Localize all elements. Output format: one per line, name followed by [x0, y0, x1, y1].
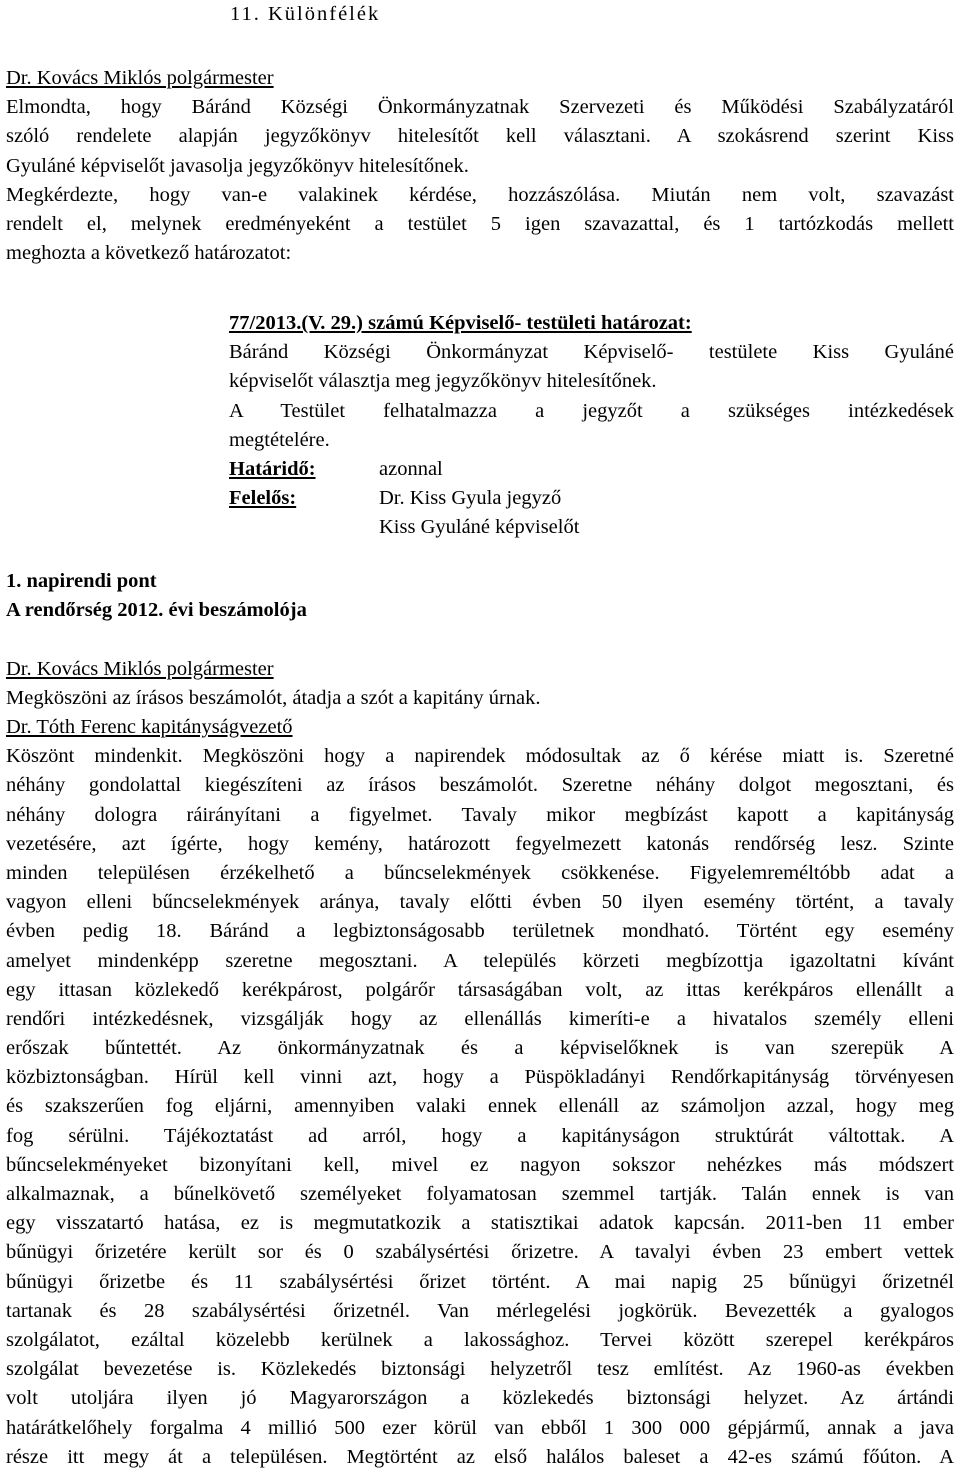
paragraph-line: néhány gondolattal kiegészíteni az írásos beszámolót. Szeretne néhány dolgot megosztani, és — [6, 774, 954, 797]
section-heading: 11. Különfélék — [230, 3, 381, 25]
paragraph-line: bűnügyi őrizetére került sor és 0 szabálysértési őrizetre. A tavalyi évben 23 embert vettek — [6, 1241, 954, 1264]
block-mayor-2 — [6, 655, 954, 713]
deadline-value: azonnal — [379, 457, 443, 480]
paragraph-line: Megköszöni az írásos beszámolót, átadja a szót a kapitány úrnak. — [6, 687, 541, 710]
paragraph-line: Gyuláné képviselőt javasolja jegyzőkönyv hitelesítőnek. — [6, 154, 469, 177]
responsible-row — [229, 484, 954, 513]
paragraph-line: bűncselekményeket bizonyítani kell, mivel ez nagyon sokszor nehézkes más módszert — [6, 1153, 954, 1176]
paragraph-line: rendőri intézkedésnek, vizsgálják hogy az ellenállás kimeríti-e a hivatalos személy elleni — [6, 1007, 954, 1030]
paragraph-line: szolgálat bevezetése is. Közlekedés biztonsági helyzetről tesz említést. Az 1960-as években — [6, 1358, 954, 1381]
paragraph-line: és szakszerűen fog eljárni, amennyiben valaki ennek ellenáll az számoljon azzal, hogy meg — [6, 1095, 954, 1118]
resolution-line: megtételére. — [229, 428, 330, 451]
resolution-line: A Testület felhatalmazza a jegyzőt a szükséges intézkedések — [229, 399, 954, 422]
resolution-line: Báránd Községi Önkormányzat Képviselő- testülete Kiss Gyuláné — [229, 341, 954, 364]
paragraph-line: Köszönt mindenkit. Megköszöni hogy a napirendek módosultak az ő kérése miatt is. Szeretné — [6, 745, 954, 768]
paragraph-line: volt utoljára ilyen jó Magyarországon a közlekedés biztonsági helyzet. Az ártándi — [6, 1387, 954, 1410]
paragraph-line: néhány dologra ráirányítani a figyelmet. Tavaly mikor megbízást kapott a kapitányság — [6, 803, 954, 826]
paragraph-line: szóló rendelete alapján jegyzőkönyv hitelesítőt kell választani. A szokásrend szerint Kiss — [6, 125, 954, 148]
speaker-name: Dr. Kovács Miklós polgármester — [6, 658, 274, 680]
paragraph-line: Elmondta, hogy Báránd Községi Önkormányzatnak Szervezeti és Működési Szabályzatáról — [6, 96, 954, 119]
agenda-heading — [6, 567, 307, 625]
block-police-chief — [6, 713, 954, 1472]
responsible-value-2: Kiss Gyuláné képviselőt — [379, 516, 580, 539]
agenda-title: A rendőrség 2012. évi beszámolója — [6, 599, 307, 622]
paragraph-line: szolgálatot, ezáltal közelebb kerülnek a lakossághoz. Tervei között szerepel kerékpáros — [6, 1328, 954, 1351]
paragraph-line: évben pedig 18. Báránd a legbiztonságosabb területnek mondható. Történt egy esemény — [6, 920, 954, 943]
paragraph-line: egy ittasan közlekedő kerékpárost, polgárőr társaságában volt, az ittas kerékpáros ellenállt a — [6, 978, 954, 1001]
block-mayor-1 — [6, 64, 954, 268]
paragraph-line: fog sérülni. Tájékoztatást ad arról, hogy a kapitányságon struktúrát váltottak. A — [6, 1124, 954, 1147]
paragraph-line: közbiztonságban. Hírül kell vinni azt, hogy a Püspökladányi Rendőrkapitányság törvényesen — [6, 1066, 954, 1089]
paragraph-line: határátkelőhely forgalma 4 millió 500 ezer körül van ebből 1 300 000 gépjármű, annak a java — [6, 1416, 954, 1439]
agenda-number: 1. napirendi pont — [6, 570, 157, 592]
paragraph-line: meghozta a következő határozatot: — [6, 242, 292, 265]
paragraph-line: része itt megy át a településen. Megtörtént az első halálos baleset a 42-es számú főúton. A — [6, 1445, 954, 1468]
speaker-name: Dr. Tóth Ferenc kapitányságvezető — [6, 716, 293, 738]
paragraph-line: rendelt el, melynek eredményeként a testület 5 igen szavazattal, és 1 tartózkodás mellett — [6, 212, 954, 235]
paragraph-line: vagyon elleni bűncselekmények aránya, tavaly előtti évben 50 ilyen esemény történt, a tavaly — [6, 891, 954, 914]
deadline-label: Határidő: — [229, 457, 316, 480]
paragraph-line: Megkérdezte, hogy van-e valakinek kérdése, hozzászólása. Miután nem volt, szavazást — [6, 183, 954, 206]
deadline-row — [229, 455, 954, 484]
paragraph-line: vezetésére, azt ígérte, hogy kemény, határozott fegyelmezett katonás rendőrség lesz. Szinte — [6, 832, 954, 855]
responsible-value: Dr. Kiss Gyula jegyző — [379, 487, 562, 510]
responsible-label: Felelős: — [229, 487, 297, 510]
speaker-name: Dr. Kovács Miklós polgármester — [6, 67, 274, 89]
paragraph-line: minden településen érzékelhető a bűncselekmények csökkenése. Figyelemreméltóbb adat a — [6, 861, 954, 884]
resolution-block — [229, 309, 954, 543]
paragraph-line: erőszak bűntettét. Az önkormányzatnak és a képviselőknek is van szerepük A — [6, 1037, 954, 1060]
resolution-line: képviselőt választja meg jegyzőkönyv hitelesítőnek. — [229, 370, 657, 393]
paragraph-line: amelyet mindenképp szeretne megosztani. A település körzeti megbízottja igazoltatni kívánt — [6, 949, 954, 972]
resolution-title: 77/2013.(V. 29.) számú Képviselő- testületi határozat: — [229, 312, 692, 334]
paragraph-line: tartanak és 28 szabálysértési őrizetnél. Van mérlegelési jogkörük. Bevezették a gyalogos — [6, 1299, 954, 1322]
paragraph-line: alkalmaznak, a bűnelkövető személyeket folyamatosan szemmel tartják. Talán ennek is van — [6, 1183, 954, 1205]
paragraph-line: egy visszatartó hatása, ez is megmutatkozik a statisztikai adatok kapcsán. 2011-ben 11 ember — [6, 1212, 954, 1235]
paragraph-line: bűnügyi őrizetbe és 11 szabálysértési őrizet történt. A mai napig 25 bűnügyi őrizetnél — [6, 1270, 954, 1293]
